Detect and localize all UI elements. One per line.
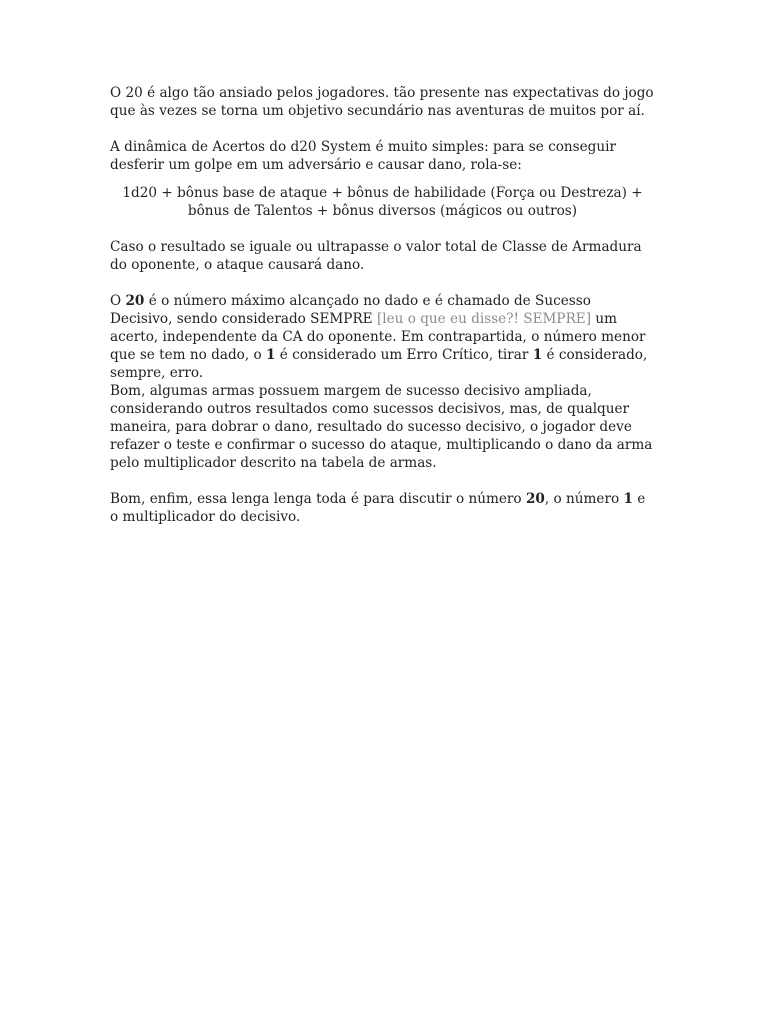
bold-number-20: 20 (525, 491, 545, 507)
text-segment: é considerado, sempre, erro. (110, 347, 648, 381)
paragraph-decisive-success (110, 292, 655, 382)
text-segment: Bom, enfim, essa lenga lenga toda é para discutir o número (110, 491, 526, 507)
paragraph-weapons: Bom, algumas armas possuem margem de sucesso decisivo ampliada, considerando outros resultados como sucessos decisivos, mas, de qualquer maneira, para dobrar o dano, resultado do sucesso decisivo, o jogador deve refazer o teste e confirmar o sucesso do ataque, multiplicando o dano da arma pelo multiplicador descrito na tabela de armas. (110, 383, 653, 471)
paragraph-dynamics: A dinâmica de Acertos do d20 System é muito simples: para se conseguir desferir um golpe em um adversário e causar dano, rola-se: (110, 139, 616, 173)
attack-formula (110, 184, 655, 220)
bold-number-1: 1 (532, 347, 543, 363)
text-segment: e o multiplicador do decisivo. (110, 491, 646, 525)
paragraph-result: Caso o resultado se iguale ou ultrapasse o valor total de Classe de Armadura do oponente, o ataque causará dano. (110, 239, 642, 273)
text-segment: O (110, 293, 126, 309)
paragraph-conclusion (110, 490, 655, 526)
text-segment: é o número máximo alcançado no dado e é chamado de Sucesso Decisivo, sendo considerado SEMPRE (110, 293, 591, 327)
text-segment: é considerado um Erro Crítico, tirar (275, 347, 533, 363)
text-segment: , o número (544, 491, 624, 507)
bold-number-20: 20 (125, 293, 145, 309)
document-page (110, 84, 655, 544)
bold-number-1: 1 (623, 491, 633, 507)
text-segment: um acerto, independente da CA do oponente. Em contrapartida, o número menor que se tem no dado, o (110, 311, 646, 363)
bold-number-1: 1 (265, 347, 276, 363)
aside-note: [leu o que eu disse?! SEMPRE] (376, 311, 592, 327)
formula-line-1: 1d20 + bônus base de ataque + bônus de habilidade (Força ou Destreza) + (122, 185, 643, 201)
formula-line-2: bônus de Talentos + bônus diversos (mágicos ou outros) (187, 203, 578, 219)
paragraph-intro: O 20 é algo tão ansiado pelos jogadores. tão presente nas expectativas do jogo que às vezes se torna um objetivo secundário nas aventuras de muitos por aí. (110, 85, 654, 119)
